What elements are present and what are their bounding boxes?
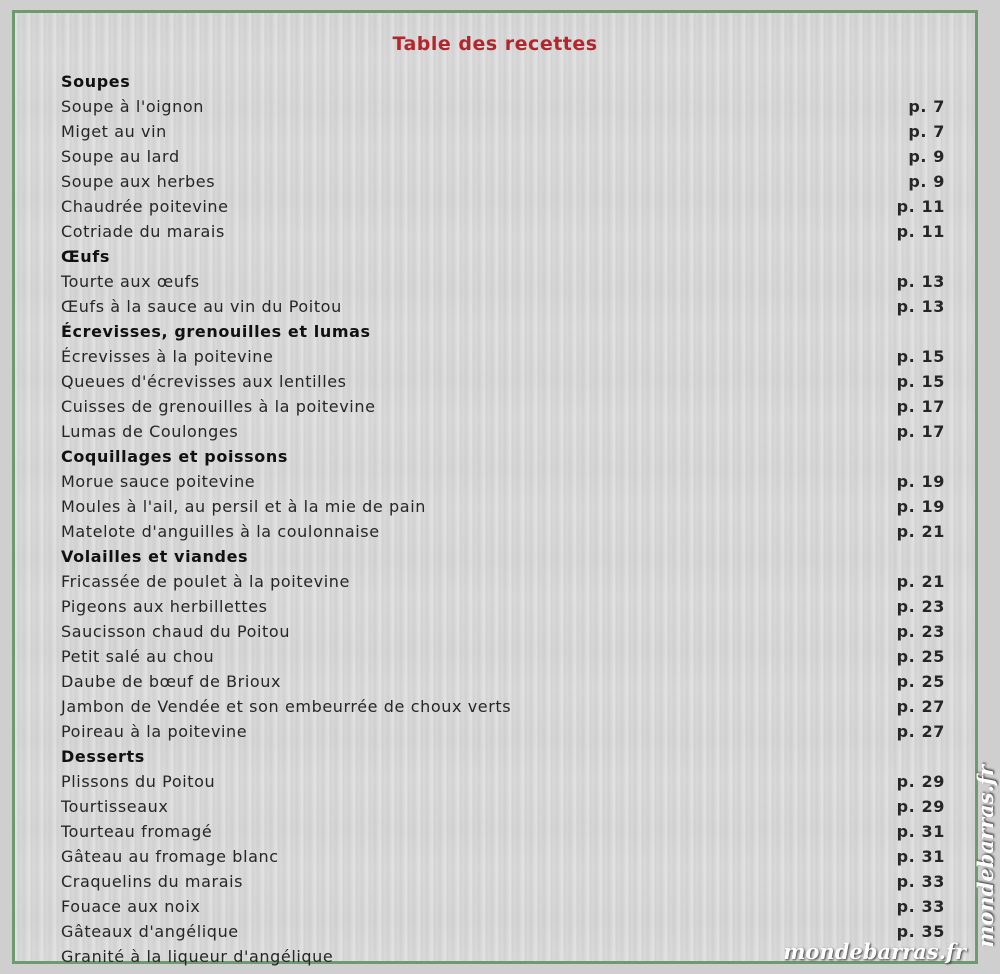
recipe-entry bbox=[61, 394, 945, 419]
recipe-name: Craquelins du marais bbox=[61, 872, 244, 891]
recipe-entry bbox=[61, 369, 945, 394]
recipe-name: Soupe au lard bbox=[61, 147, 180, 166]
recipe-entry bbox=[61, 294, 945, 319]
recipe-name: Cuisses de grenouilles à la poitevine bbox=[61, 397, 376, 416]
recipe-name: Matelote d'anguilles à la coulonnaise bbox=[61, 522, 380, 541]
page-number: p. 7 bbox=[908, 122, 945, 141]
section-heading bbox=[61, 544, 945, 569]
recipe-entry bbox=[61, 869, 945, 894]
section-title: Volailles et viandes bbox=[61, 547, 249, 566]
recipe-entry bbox=[61, 269, 945, 294]
recipe-name: Moules à l'ail, au persil et à la mie de pain bbox=[61, 497, 426, 516]
recipe-entry bbox=[61, 819, 945, 844]
page-number: p. 35 bbox=[896, 922, 945, 941]
section-heading bbox=[61, 69, 945, 94]
recipe-entry bbox=[61, 119, 945, 144]
recipe-name: Tourte aux œufs bbox=[61, 272, 200, 291]
recipe-entry bbox=[61, 194, 945, 219]
page-number: p. 19 bbox=[896, 472, 945, 491]
recipe-name: Miget au vin bbox=[61, 122, 167, 141]
section-title: Coquillages et poissons bbox=[61, 447, 288, 466]
page-number: p. 31 bbox=[896, 822, 945, 841]
recipe-entry bbox=[61, 894, 945, 919]
page-number: p. 29 bbox=[896, 772, 945, 791]
recipe-entry bbox=[61, 419, 945, 444]
recipe-name: Pigeons aux herbillettes bbox=[61, 597, 268, 616]
section-title: Soupes bbox=[61, 72, 131, 91]
recipe-name: Daube de bœuf de Brioux bbox=[61, 672, 282, 691]
watermark-logo: mondebarras.fr bbox=[783, 939, 966, 964]
recipe-entry bbox=[61, 344, 945, 369]
page-number: p. 17 bbox=[896, 422, 945, 441]
section-heading bbox=[61, 244, 945, 269]
recipe-name: Petit salé au chou bbox=[61, 647, 215, 666]
recipe-entry bbox=[61, 844, 945, 869]
recipe-name: Soupe à l'oignon bbox=[61, 97, 204, 116]
page-number: p. 27 bbox=[896, 697, 945, 716]
recipe-name: Queues d'écrevisses aux lentilles bbox=[61, 372, 347, 391]
recipe-entry bbox=[61, 594, 945, 619]
recipe-table-of-contents bbox=[61, 69, 945, 969]
section-title: Œufs bbox=[61, 247, 110, 266]
recipe-entry bbox=[61, 794, 945, 819]
recipe-name: Gâteaux d'angélique bbox=[61, 922, 239, 941]
recipe-name: Lumas de Coulonges bbox=[61, 422, 239, 441]
recipe-name: Tourtisseaux bbox=[61, 797, 169, 816]
page-number: p. 21 bbox=[896, 522, 945, 541]
recipe-entry bbox=[61, 694, 945, 719]
page-number: p. 13 bbox=[896, 272, 945, 291]
recipe-name: Fricassée de poulet à la poitevine bbox=[61, 572, 350, 591]
page-number: p. 19 bbox=[896, 497, 945, 516]
section-heading bbox=[61, 744, 945, 769]
recipe-entry bbox=[61, 219, 945, 244]
book-page bbox=[12, 10, 978, 964]
recipe-name: Jambon de Vendée et son embeurrée de choux verts bbox=[61, 697, 512, 716]
page-number: p. 25 bbox=[896, 672, 945, 691]
page-number: p. 33 bbox=[896, 897, 945, 916]
page-title: Table des recettes bbox=[392, 33, 598, 55]
recipe-entry bbox=[61, 519, 945, 544]
recipe-entry bbox=[61, 169, 945, 194]
recipe-entry bbox=[61, 569, 945, 594]
recipe-name: Saucisson chaud du Poitou bbox=[61, 622, 291, 641]
recipe-name: Cotriade du marais bbox=[61, 222, 225, 241]
section-title: Desserts bbox=[61, 747, 145, 766]
recipe-name: Plissons du Poitou bbox=[61, 772, 216, 791]
recipe-name: Fouace aux noix bbox=[61, 897, 201, 916]
recipe-name: Soupe aux herbes bbox=[61, 172, 216, 191]
recipe-name: Gâteau au fromage blanc bbox=[61, 847, 279, 866]
page-number: p. 7 bbox=[908, 97, 945, 116]
page-number: p. 13 bbox=[896, 297, 945, 316]
page-number: p. 23 bbox=[896, 622, 945, 641]
page-number: p. 9 bbox=[908, 172, 945, 191]
recipe-entry bbox=[61, 644, 945, 669]
recipe-name: Tourteau fromagé bbox=[61, 822, 213, 841]
section-heading bbox=[61, 444, 945, 469]
recipe-name: Morue sauce poitevine bbox=[61, 472, 256, 491]
recipe-name: Granité à la liqueur d'angélique bbox=[61, 947, 334, 966]
recipe-name: Écrevisses à la poitevine bbox=[61, 347, 274, 366]
page-number: p. 17 bbox=[896, 397, 945, 416]
page-number: p. 9 bbox=[908, 147, 945, 166]
page-number: p. 29 bbox=[896, 797, 945, 816]
page-number: p. 23 bbox=[896, 597, 945, 616]
page-number: p. 33 bbox=[896, 872, 945, 891]
page-number: p. 25 bbox=[896, 647, 945, 666]
recipe-entry bbox=[61, 719, 945, 744]
recipe-name: Œufs à la sauce au vin du Poitou bbox=[61, 297, 342, 316]
page-number: p. 11 bbox=[896, 222, 945, 241]
page-number: p. 15 bbox=[896, 347, 945, 366]
page-number: p. 27 bbox=[896, 722, 945, 741]
recipe-entry bbox=[61, 469, 945, 494]
recipe-entry bbox=[61, 619, 945, 644]
page-number: p. 11 bbox=[896, 197, 945, 216]
watermark-logo-vertical: mondebarras.fr bbox=[973, 765, 998, 948]
page-number: p. 15 bbox=[896, 372, 945, 391]
section-title: Écrevisses, grenouilles et lumas bbox=[61, 322, 371, 341]
recipe-entry bbox=[61, 769, 945, 794]
recipe-entry bbox=[61, 144, 945, 169]
section-heading bbox=[61, 319, 945, 344]
recipe-name: Chaudrée poitevine bbox=[61, 197, 229, 216]
page-number: p. 21 bbox=[896, 572, 945, 591]
recipe-entry bbox=[61, 669, 945, 694]
recipe-entry bbox=[61, 94, 945, 119]
page-number: p. 31 bbox=[896, 847, 945, 866]
recipe-name: Poireau à la poitevine bbox=[61, 722, 248, 741]
recipe-entry bbox=[61, 494, 945, 519]
